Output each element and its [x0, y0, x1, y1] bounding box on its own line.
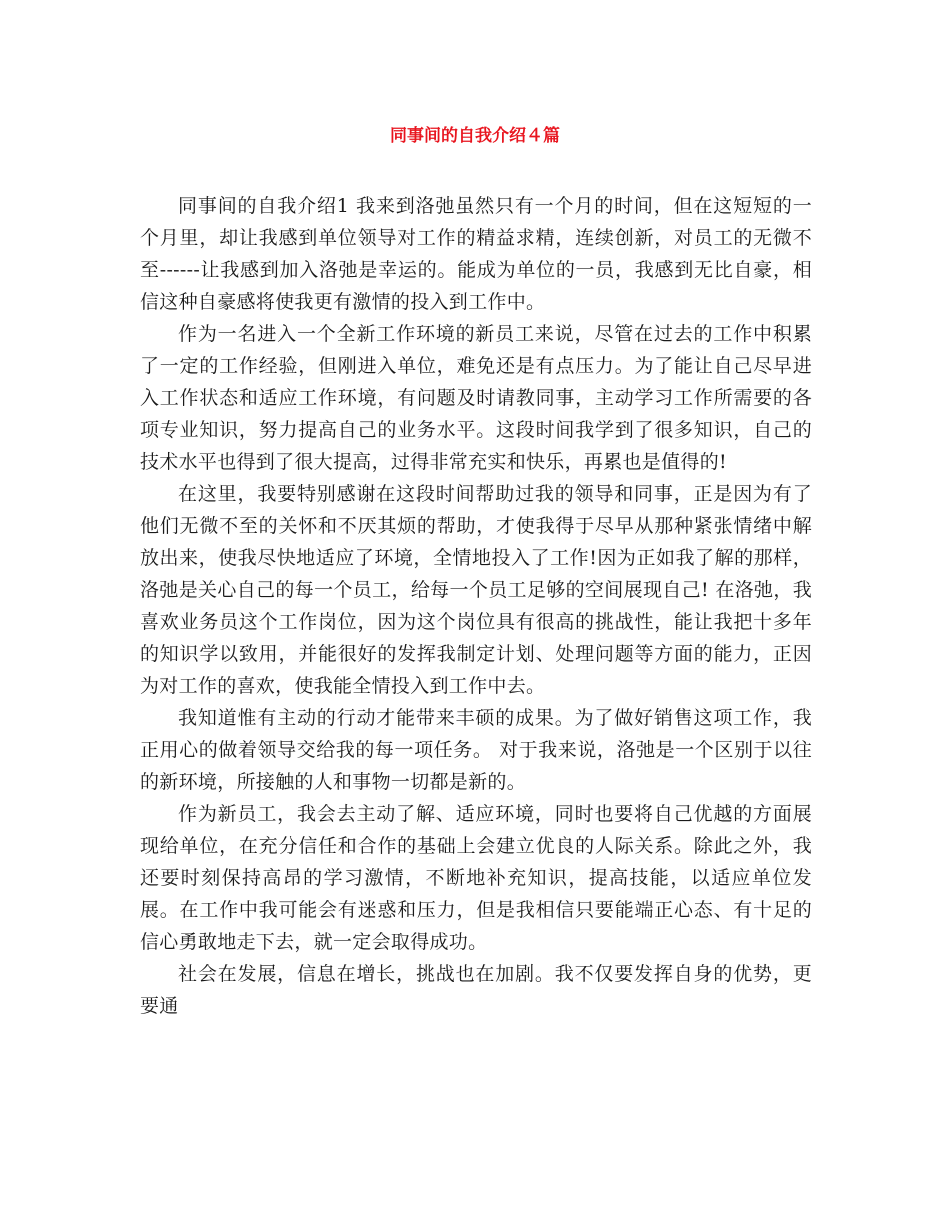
paragraph-2: 作为一名进入一个全新工作环境的新员工来说，尽管在过去的工作中积累了一定的工作经验，但刚进入单位，难免还是有点压力。为了能让自己尽早进入工作状态和适应工作环境，有问题及时请教同事，主动学习工作所需要的各项专业知识，努力提高自己的业务水平。这段时间我学到了很多知识，自己的技术水平也得到了很大提高，过得非常充实和快乐，再累也是值得的! — [140, 323, 812, 473]
paragraph-5: 作为新员工，我会去主动了解、适应环境，同时也要将自己优越的方面展现给单位，在充分信任和合作的基础上会建立优良的人际关系。除此之外，我还要时刻保持高昂的学习激情，不断地补充知识，提高技能，以适应单位发展。在工作中我可能会有迷惑和压力，但是我相信只要能端正心态、有十足的信心勇敢地走下去，就一定会取得成功。 — [140, 803, 812, 953]
paragraph-1: 同事间的自我介绍1 我来到洛弛虽然只有一个月的时间，但在这短短的一个月里，却让我感到单位领导对工作的精益求精，连续创新，对员工的无微不至------让我感到加入洛弛是幸运的。能成为单位的一员，我感到无比自豪，相信这种自豪感将使我更有激情的投入到工作中。 — [140, 195, 812, 313]
document-body — [140, 190, 812, 1022]
paragraph-3: 在这里，我要特别感谢在这段时间帮助过我的领导和同事，正是因为有了他们无微不至的关怀和不厌其烦的帮助，才使我得于尽早从那种紧张情绪中解放出来，使我尽快地适应了环境，全情地投入了工作!因为正如我了解的那样，洛弛是关心自己的每一个员工，给每一个员工足够的空间展现自己! 在洛弛，我喜欢业务员这个工作岗位，因为这个岗位具有很高的挑战性，能让我把十多年的知识学以致用，并能很好的发挥我制定计划、处理问题等方面的能力，正因为对工作的喜欢，使我能全情投入到工作中去。 — [140, 483, 812, 697]
paragraph-6: 社会在发展，信息在增长，挑战也在加剧。我不仅要发挥自身的优势，更要通 — [140, 963, 812, 1017]
document-title: 同事间的自我介绍４篇 — [390, 126, 560, 146]
paragraph-4: 我知道惟有主动的行动才能带来丰硕的成果。为了做好销售这项工作，我正用心的做着领导交给我的每一项任务。 对于我来说，洛弛是一个区别于以往的新环境，所接触的人和事物一切都是新的。 — [140, 707, 812, 793]
